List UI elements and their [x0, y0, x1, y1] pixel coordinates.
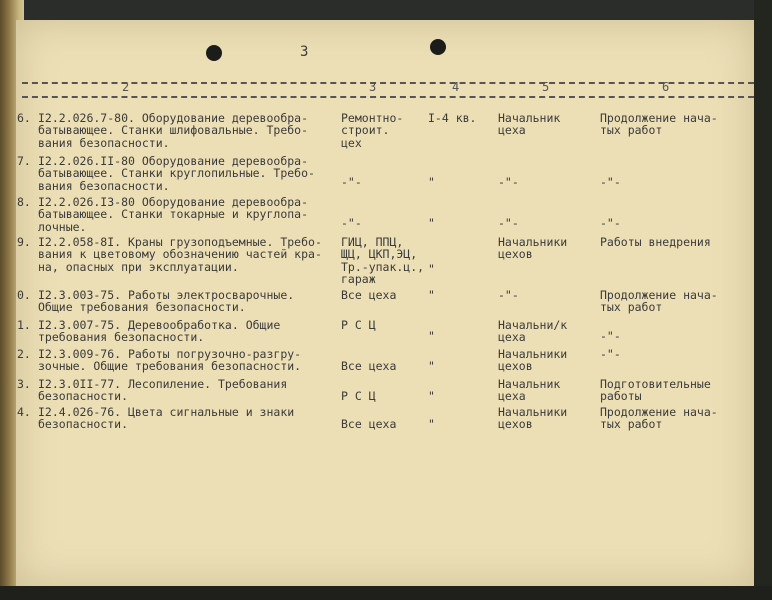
- executor-cell: Все цеха: [341, 417, 397, 431]
- standard-title: I2.4.026-76. Цвета сигнальные и знаки безопасности.: [38, 405, 295, 432]
- term-cell: ": [428, 359, 435, 373]
- punch-hole-left: [206, 45, 222, 61]
- note-cell: Продолжение нача- тых работ: [600, 111, 718, 138]
- term-cell: ": [428, 288, 435, 302]
- column-number-5: 5: [542, 80, 550, 94]
- responsible-cell: -"-: [498, 288, 519, 302]
- responsible-cell: Начальники цехов: [498, 347, 568, 374]
- standard-title: I2.2.058-8I. Краны грузоподъемные. Требо- вания к цветовому обозначению частей кра- на, опасных при эксплуатации.: [38, 235, 322, 274]
- executor-cell: Все цеха: [341, 359, 397, 373]
- note-cell: Подготовительные работы: [600, 377, 711, 404]
- term-cell: ": [428, 389, 435, 403]
- note-cell: Продолжение нача- тых работ: [600, 405, 718, 432]
- term-cell: I-4 кв.: [428, 111, 477, 125]
- background-right: [754, 0, 772, 600]
- row-number: 2.: [17, 347, 31, 361]
- standard-title: I2.3.003-75. Работы электросварочные. Общие требования безопасности.: [38, 288, 295, 315]
- responsible-cell: Начальник цеха: [498, 377, 561, 404]
- executor-cell: Р С Ц: [341, 318, 376, 332]
- term-cell: ": [428, 262, 435, 276]
- column-number-4: 4: [452, 80, 460, 94]
- row-number: 8.: [17, 195, 31, 209]
- executor-cell: ГИЦ, ППЦ, ЩЦ, ЦКП,ЭЦ, Тр.-упак.ц., гараж: [341, 235, 425, 287]
- term-cell: ": [428, 175, 435, 189]
- column-number-2: 2: [122, 80, 130, 94]
- responsible-cell: -"-: [498, 216, 519, 230]
- punch-hole-right: [430, 39, 446, 55]
- header-dashed-line-top: [22, 82, 754, 84]
- note-cell: -"-: [600, 329, 621, 343]
- standard-title: I2.3.009-76. Работы погрузочно-разгру- зочные. Общие требования безопасности.: [38, 347, 302, 374]
- standard-title: I2.2.026.I3-80 Оборудование деревообра- батывающее. Станки токарные и круглопа- лочные.: [38, 195, 309, 234]
- executor-cell: -"-: [341, 216, 362, 230]
- standard-title: I2.2.026.II-80 Оборудование деревообра- батывающее. Станки круглопильные. Требо- вания безопасности.: [38, 154, 315, 193]
- standard-title: I2.2.026.7-80. Оборудование деревообра- батывающее. Станки шлифовальные. Требо- вания безопасности.: [38, 111, 309, 150]
- row-number: 0.: [17, 288, 31, 302]
- term-cell: ": [428, 329, 435, 343]
- responsible-cell: Начальни/к цеха: [498, 318, 568, 345]
- header-dashed-line-bottom: [22, 96, 754, 98]
- term-cell: ": [428, 417, 435, 431]
- term-cell: ": [428, 216, 435, 230]
- row-number: 7.: [17, 154, 31, 168]
- row-number: 9.: [17, 235, 31, 249]
- executor-cell: Все цеха: [341, 288, 397, 302]
- background-bottom: [0, 586, 772, 600]
- standard-title: I2.3.007-75. Деревообработка. Общие требования безопасности.: [38, 318, 281, 345]
- note-cell: Продолжение нача- тых работ: [600, 288, 718, 315]
- row-number: 4.: [17, 405, 31, 419]
- note-cell: -"-: [600, 347, 621, 361]
- row-number: 3.: [17, 377, 31, 391]
- responsible-cell: Начальники цехов: [498, 235, 568, 262]
- row-number: 1.: [17, 318, 31, 332]
- standard-title: I2.3.0II-77. Лесопиление. Требования безопасности.: [38, 377, 288, 404]
- column-number-6: 6: [662, 80, 670, 94]
- responsible-cell: Начальники цехов: [498, 405, 568, 432]
- row-number: 6.: [17, 111, 31, 125]
- note-cell: Работы внедрения: [600, 235, 711, 249]
- note-cell: -"-: [600, 175, 621, 189]
- column-number-3: 3: [369, 80, 377, 94]
- executor-cell: Ремонтно- строит. цех: [341, 111, 404, 150]
- page-number: 3: [300, 44, 309, 60]
- note-cell: -"-: [600, 216, 621, 230]
- executor-cell: Р С Ц: [341, 389, 376, 403]
- executor-cell: -"-: [341, 175, 362, 189]
- responsible-cell: -"-: [498, 175, 519, 189]
- responsible-cell: Начальник цеха: [498, 111, 561, 138]
